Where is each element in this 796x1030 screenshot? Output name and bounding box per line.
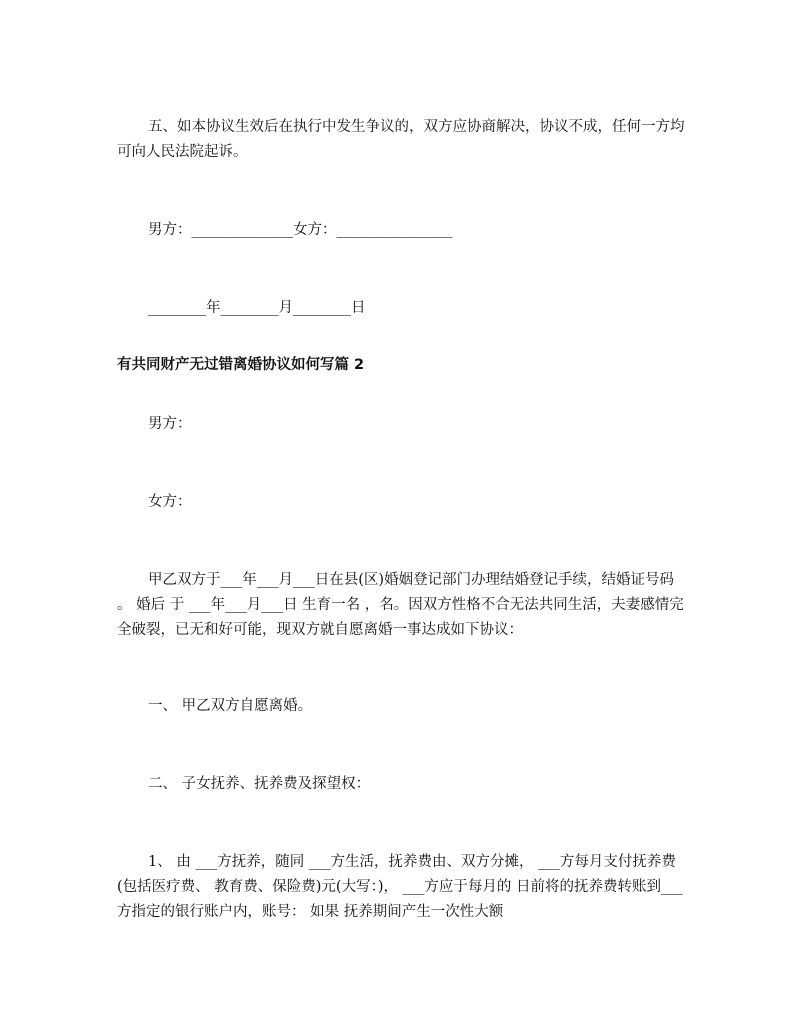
paragraph-intro: 甲乙双方于___年___月___日在县(区)婚姻登记部门办理结婚登记手续，结婚证号码 。 婚后 于 ___年___月___日 生育一名 ，名。因双方性格不合无法共同生活，夫妻感情完全破裂，已无和好可能，现双方就自愿离婚一事达成如下协议： — [117, 572, 684, 638]
clause-two: 二、 子女抚养、抚养费及探望权： — [148, 776, 371, 792]
clause-two-item-one: 1、 由 ___方抚养，随同 ___方生活，抚养费由、双方分摊， ___方每月支付抚养费(包括医疗费、 教育费、保险费)元(大写：)， ___方应于每月的 日前将的抚养费转账到___方指定的银行账户内，账号： 如果 抚养期间产生一次性大额 — [117, 854, 683, 920]
paragraph-dispute-resolution: 五、如本协议生效后在执行中发生争议的，双方应协商解决，协议不成，任何一方均可向人民法院起诉。 — [117, 119, 685, 160]
section-heading: 有共同财产无过错离婚协议如何写篇 2 — [117, 357, 365, 373]
female-party-label: 女方： — [148, 494, 192, 510]
clause-one: 一、 甲乙双方自愿离婚。 — [148, 698, 313, 714]
date-line: ________年________月________日 — [148, 300, 366, 316]
male-party-label: 男方： — [148, 416, 192, 432]
signature-line: 男方：______________女方：________________ — [148, 222, 453, 238]
